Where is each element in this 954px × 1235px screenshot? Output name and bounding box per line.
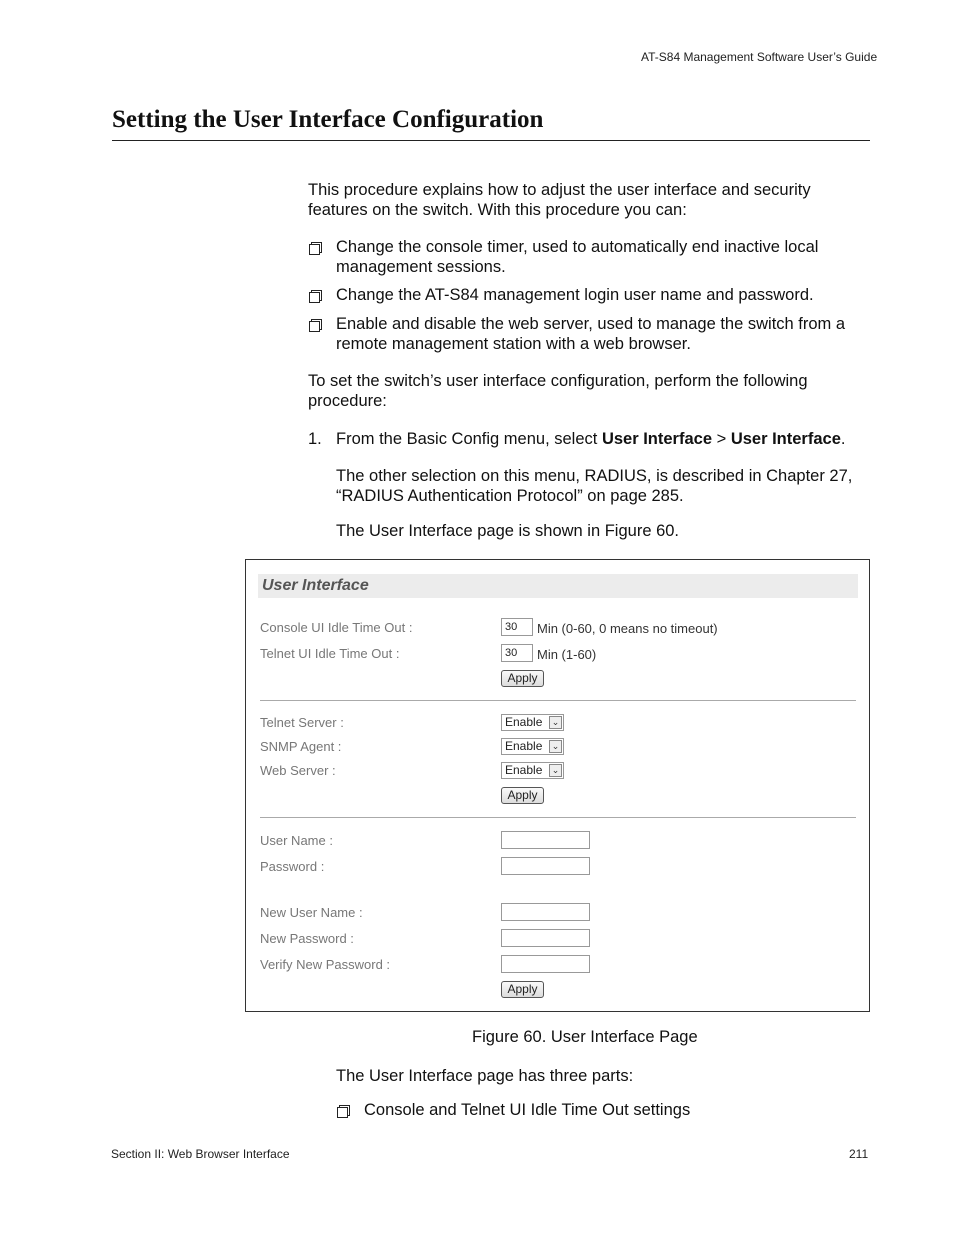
console-timeout-unit: Min (0-60, 0 means no timeout) — [537, 621, 718, 636]
bullet-line: remote management station with a web browser. — [336, 335, 691, 353]
bullet-line: Enable and disable the web server, used to manage the switch from a — [336, 315, 846, 333]
menu-path-1: User Interface — [601, 430, 713, 448]
telnet-timeout-input[interactable]: 30 — [501, 644, 533, 662]
figure-caption: Figure 60. User Interface Page — [472, 1028, 698, 1046]
procedure-intro — [308, 371, 808, 411]
web-server-value: Enable — [505, 763, 543, 777]
verify-password-input[interactable] — [501, 955, 590, 973]
intro-line-1: This procedure explains how to adjust the user interface and security — [308, 181, 811, 199]
bullet-box-icon — [309, 242, 320, 260]
step-1-text — [336, 429, 845, 449]
step-text: From the Basic Config menu, select — [336, 430, 602, 448]
procedure-line: procedure: — [308, 392, 387, 410]
console-timeout-input[interactable]: 30 — [501, 618, 533, 636]
user-name-label: User Name : — [260, 833, 333, 848]
procedure-line: To set the switch’s user interface configuration, perform the following — [308, 372, 808, 390]
snmp-agent-label: SNMP Agent : — [260, 739, 342, 754]
intro-paragraph — [308, 180, 811, 220]
after-paragraph: The User Interface page has three parts: — [336, 1067, 634, 1085]
new-password-label: New Password : — [260, 931, 354, 946]
note-line: The other selection on this menu, RADIUS, is described in Chapter 27, — [336, 467, 853, 485]
telnet-timeout-unit: Min (1-60) — [537, 647, 597, 662]
menu-path-2: User Interface — [730, 430, 841, 448]
web-server-label: Web Server : — [260, 763, 336, 778]
section-title: Setting the User Interface Configuration — [112, 106, 544, 133]
figure-reference: The User Interface page is shown in Figure 60. — [336, 522, 680, 540]
telnet-server-label: Telnet Server : — [260, 715, 344, 730]
step-end: . — [840, 430, 846, 448]
running-header: AT-S84 Management Software User’s Guide — [641, 50, 878, 64]
verify-password-label: Verify New Password : — [260, 957, 391, 972]
menu-separator: > — [712, 430, 731, 448]
intro-line-2: features on the switch. With this procedure you can: — [308, 201, 687, 219]
new-user-name-input[interactable] — [501, 903, 590, 921]
page-number: 211 — [849, 1147, 869, 1161]
bullet-line: Change the console timer, used to automatically end inactive local — [336, 238, 819, 256]
chevron-down-icon[interactable]: ⌄ — [549, 740, 562, 753]
apply-servers-button[interactable]: Apply — [501, 787, 544, 804]
console-timeout-label: Console UI Idle Time Out : — [260, 620, 413, 635]
telnet-server-select[interactable] — [501, 714, 564, 731]
footer-section: Section II: Web Browser Interface — [111, 1147, 290, 1161]
section-divider — [260, 817, 856, 818]
web-server-select[interactable] — [501, 762, 564, 779]
telnet-server-value: Enable — [505, 715, 543, 729]
apply-timeout-button[interactable]: Apply — [501, 670, 544, 687]
bullet-box-icon — [309, 319, 320, 337]
snmp-agent-value: Enable — [505, 739, 543, 753]
new-password-input[interactable] — [501, 929, 590, 947]
step-1-note — [336, 466, 852, 506]
after-bullet: Console and Telnet UI Idle Time Out settings — [364, 1101, 691, 1119]
snmp-agent-select[interactable] — [501, 738, 564, 755]
note-line: “RADIUS Authentication Protocol” on page 285. — [336, 487, 684, 505]
new-user-name-label: New User Name : — [260, 905, 363, 920]
chevron-down-icon[interactable]: ⌄ — [549, 764, 562, 777]
password-label: Password : — [260, 859, 325, 874]
user-name-input[interactable] — [501, 831, 590, 849]
bullet-line: Change the AT-S84 management login user name and password. — [336, 286, 814, 304]
figure-heading: User Interface — [258, 574, 858, 598]
section-divider — [260, 700, 856, 701]
telnet-timeout-label: Telnet UI Idle Time Out : — [260, 646, 400, 661]
bullet-box-icon — [309, 290, 320, 308]
user-interface-figure — [245, 559, 870, 1012]
apply-password-button[interactable]: Apply — [501, 981, 544, 998]
password-input[interactable] — [501, 857, 590, 875]
bullet-box-icon — [337, 1105, 348, 1123]
bullet-line: management sessions. — [336, 258, 506, 276]
title-rule — [112, 140, 870, 141]
chevron-down-icon[interactable]: ⌄ — [549, 716, 562, 729]
bullet-item — [336, 285, 814, 305]
bullet-item — [336, 237, 818, 277]
bullet-item — [336, 314, 845, 354]
step-number: 1. — [308, 430, 322, 448]
